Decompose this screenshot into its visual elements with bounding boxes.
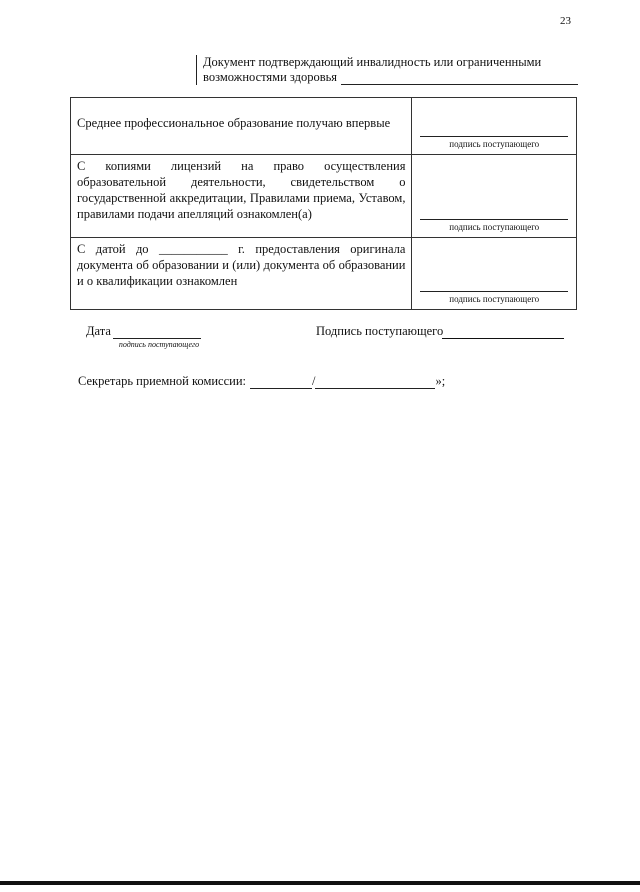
- disability-document-label-cont: возможностями здоровья: [203, 70, 338, 84]
- table-row: [71, 98, 577, 155]
- signature-cell[interactable]: [412, 238, 577, 310]
- secretary-name-line[interactable]: [315, 375, 435, 389]
- page-bottom-border: [0, 881, 640, 885]
- table-cell-text: [71, 155, 412, 238]
- signature-caption: подпись поступающего: [449, 139, 540, 149]
- signature-caption: подпись поступающего: [449, 294, 540, 304]
- disability-document-label: Документ подтверждающий инвалидность или ограниченными: [203, 55, 542, 69]
- secretary-field: [78, 374, 445, 389]
- page-number: 23: [560, 15, 571, 27]
- secretary-signature-line[interactable]: [250, 375, 312, 389]
- acknowledgement-table: [70, 97, 577, 310]
- applicant-signature-line[interactable]: [442, 324, 564, 339]
- row-text: Среднее профессиональное образование получаю впервые: [77, 116, 391, 130]
- secretary-closing: »;: [435, 374, 446, 388]
- signature-caption: подпись поступающего: [449, 222, 540, 232]
- signature-cell[interactable]: [412, 155, 577, 238]
- table-row: [71, 155, 577, 238]
- date-label: Дата: [86, 324, 111, 338]
- disability-document-field: [196, 55, 578, 85]
- disability-document-input-line[interactable]: [341, 72, 578, 85]
- table-row: [71, 238, 577, 310]
- table-cell-text: [71, 238, 412, 310]
- date-caption: подпись поступающего: [118, 340, 200, 349]
- secretary-separator: /: [312, 374, 316, 388]
- row-text: С копиями лицензий на право осуществления образовательной деятельности, свидетельством о государственной аккредитации, Правилами приема, Уставом, правилами подачи апелляций ознакомлен(а): [77, 159, 406, 221]
- secretary-label: Секретарь приемной комиссии:: [78, 374, 246, 388]
- signature-cell[interactable]: [412, 98, 577, 155]
- date-input-line[interactable]: [113, 324, 201, 339]
- row-text: С датой до ___________ г. предоставления оригинала документа об образовании и (или) документа об образовании и о квалификации ознакомлен: [77, 242, 406, 288]
- table-cell-text: [71, 98, 412, 155]
- applicant-signature-label: Подпись поступающего: [316, 324, 444, 338]
